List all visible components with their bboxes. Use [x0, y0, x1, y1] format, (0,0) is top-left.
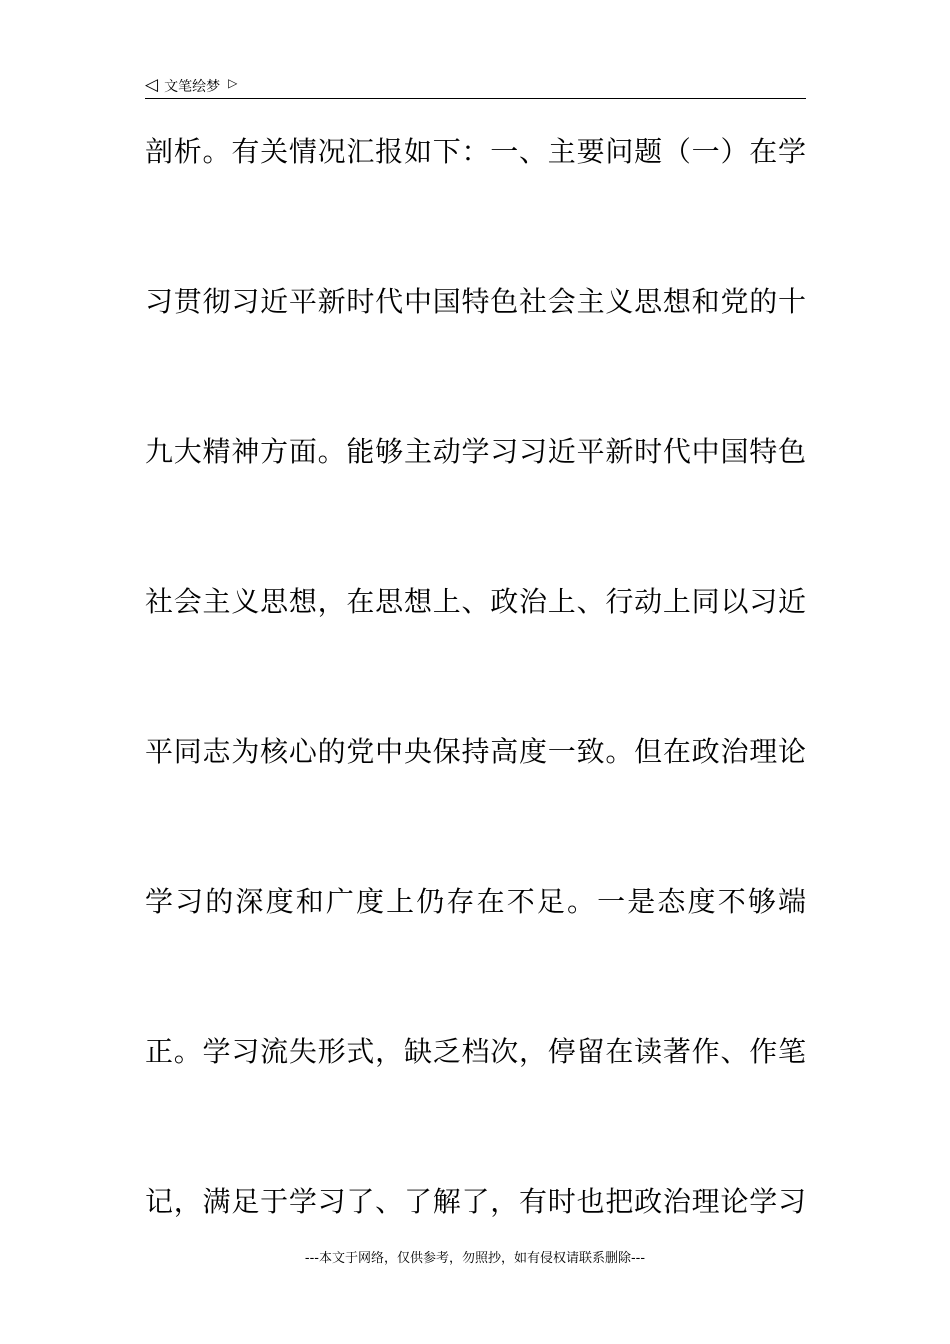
body-text-line: 平同志为核心的党中央保持高度一致。但在政治理论	[145, 735, 806, 768]
page-header	[145, 74, 806, 99]
left-triangle-icon: ◁	[145, 74, 159, 95]
right-triangle-icon: ▷	[228, 76, 238, 90]
body-text-line: 习贯彻习近平新时代中国特色社会主义思想和党的十	[145, 285, 806, 318]
body-text-line: 九大精神方面。能够主动学习习近平新时代中国特色	[145, 435, 806, 468]
body-text-line: 社会主义思想，在思想上、政治上、行动上同以习近	[145, 585, 806, 618]
body-text-line: 正。学习流失形式，缺乏档次，停留在读著作、作笔	[145, 1035, 806, 1068]
body-text-line: 剖析。有关情况汇报如下：一、主要问题（一）在学	[145, 135, 806, 168]
body-text-line: 记，满足于学习了、了解了，有时也把政治理论学习	[145, 1185, 806, 1218]
header-title: 文笔绘梦	[164, 79, 221, 95]
page-footer-disclaimer: ---本文于网络，仅供参考，勿照抄，如有侵权请联系删除---	[304, 1251, 646, 1266]
body-text-line: 学习的深度和广度上仍存在不足。一是态度不够端	[145, 885, 806, 918]
